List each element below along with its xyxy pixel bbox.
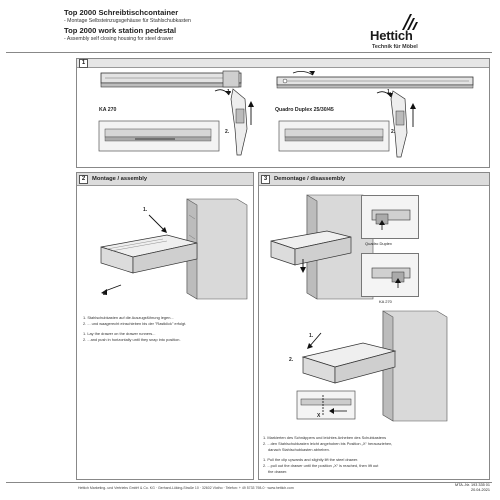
step-3-text-en-2: 2. ...pull out the drawer until the position „X“ is reached, then lift out <box>263 463 379 468</box>
step-3-header <box>259 173 489 186</box>
ka270-rail-illustration <box>95 69 275 167</box>
step-3-title: Demontage / disassembly <box>274 176 346 182</box>
drawer-removal-illustration-bottom <box>287 307 487 425</box>
step-3-text-de-3: danach Stahlschubkasten abheben. <box>268 447 330 452</box>
document-info <box>455 483 490 493</box>
step-2-number: 2 <box>79 175 88 184</box>
drawer-assembly-illustration <box>89 195 249 305</box>
ka270-label: KA 270 <box>99 107 117 113</box>
ka270-detail-label: KA 270 <box>379 299 392 304</box>
company-address: Hettich Marketing- und Vertriebs GmbH & Co. KG · Gerhard-Lüking-Straße 10 · 32602 Vlotho · Telefon: + 49 5733 798-0 · www.hettich.com <box>78 486 294 490</box>
step-3-callout-x: X <box>317 413 321 419</box>
subtitle-german: - Montage Selbsteinzugsgehäuse für Stahlschubkasten <box>64 18 191 24</box>
quadro-duplex-rail-illustration <box>273 69 487 167</box>
step-3-text-de-2: 2. ...den Stahlschubkasten leicht angehoben bis Position „X“ herausziehen, <box>263 441 393 446</box>
step-2-panel <box>76 172 254 480</box>
step-2-text-en-1: 1. Lay the drawer on the drawer runners... <box>83 331 156 336</box>
step-1-panel <box>76 58 490 168</box>
step-1-number: 1 <box>79 59 88 68</box>
brand-tagline: Technik für Möbel <box>372 44 418 50</box>
step-1-callout-2: 2. <box>225 129 230 135</box>
quadro-duplex-label: Quadro Duplex 25/30/45 <box>275 107 334 113</box>
step-3-panel <box>258 172 490 480</box>
step-3-number: 3 <box>261 175 270 184</box>
page-footer <box>6 482 492 494</box>
step-2-callout-2: 2. <box>103 291 108 297</box>
subtitle-english: - Assembly self closing housing for steel drawer <box>64 36 174 42</box>
step-1-callout-2b: 2. <box>391 129 396 135</box>
title-english: Top 2000 work station pedestal <box>64 26 177 35</box>
step-3-text-en-1: 1. Pull the clip upwards and slightly lift the steel drawer. <box>263 457 359 462</box>
step-2-header <box>77 173 253 186</box>
document-number: MTA.-Nr. 193 335 01 <box>455 483 490 487</box>
step-3-callout-2: 2. <box>289 357 294 363</box>
step-1-callout-1: 1. <box>227 89 232 95</box>
step-2-callout-1: 1. <box>143 207 148 213</box>
step-3-text-en-3: the drawer. <box>268 469 288 474</box>
step-1-header <box>77 59 489 68</box>
ka270-detail <box>361 253 419 297</box>
step-3-callout-1: 1. <box>309 333 314 339</box>
step-2-text-en-2: 2. ...and push in horizontally until they snap into position. <box>83 337 181 342</box>
step-2-text-de-2: 2. ... und waagerecht einschieben bis der "Rastklick" erfolgt. <box>83 321 187 326</box>
quadro-duplex-detail <box>361 195 419 239</box>
document-date: 20.04.2021 <box>470 488 490 492</box>
header-divider <box>6 52 492 53</box>
quadro-duplex-detail-label: Quadro Duplex <box>365 241 392 246</box>
step-1-callout-1b: 1. <box>387 89 392 95</box>
step-2-text-de-1: 1. Stahlschubkasten auf die Auszugsführung legen... <box>83 315 174 320</box>
instruction-sheet <box>6 4 492 494</box>
page-header <box>6 4 492 50</box>
brand-name: Hettich <box>370 28 413 43</box>
step-3-text-de-1: 1. Markierten des Schnäppers und leichtes Anheben des Schubkastens <box>263 435 387 440</box>
step-2-title: Montage / assembly <box>92 176 148 182</box>
title-german: Top 2000 Schreibtischcontainer <box>64 8 179 17</box>
